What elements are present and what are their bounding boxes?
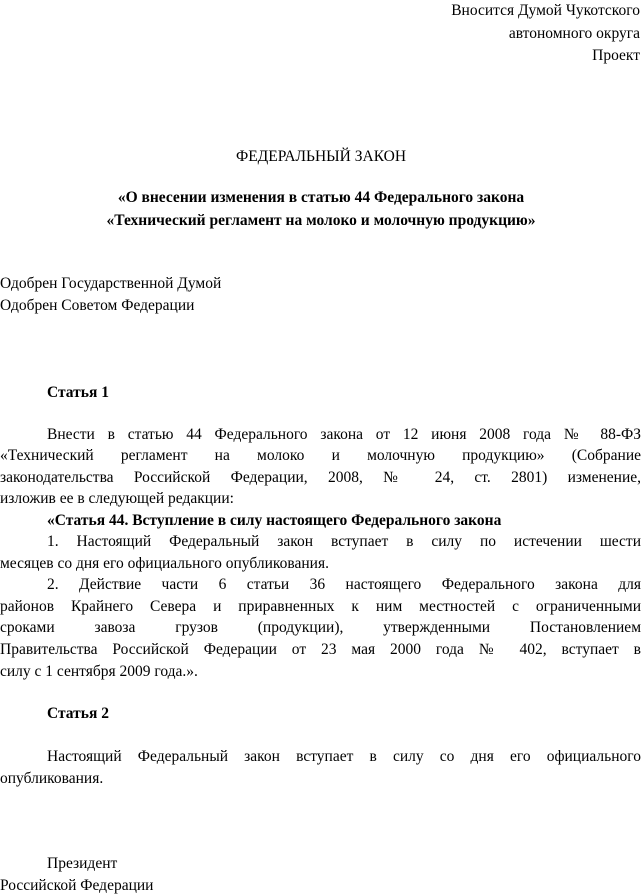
article1-p1-line2: «Технический регламент на молоко и молочную продукцию» (Собрание xyxy=(0,447,641,464)
article1-p1-line1: Внести в статью 44 Федерального закона от 12 июня 2008 года № 88-ФЗ xyxy=(47,426,641,443)
article44-p2-line4: Правительства Российской Федерации от 23 мая 2000 года № 402, вступает в xyxy=(0,641,641,658)
approval-council: Одобрен Советом Федерации xyxy=(0,297,195,314)
article44-quote-heading: «Статья 44. Вступление в силу настоящего Федерального закона xyxy=(47,512,502,529)
law-type-heading: ФЕДЕРАЛЬНЫЙ ЗАКОН xyxy=(235,148,407,165)
header-draft-label: Проект xyxy=(592,47,640,64)
article44-p2-line5: силу с 1 сентября 2009 года.». xyxy=(0,663,198,680)
article2-heading: Статья 2 xyxy=(47,705,109,722)
article1-p1-line3: законодательства Российской Федерации, 2008, № 24, ст. 2801) изменение, xyxy=(0,469,641,486)
article2-p1-line2: опубликования. xyxy=(0,770,104,787)
article44-p2-line3: сроками завоза грузов (продукции), утвержденными Постановлением xyxy=(0,619,641,636)
law-title-line1: «О внесении изменения в статью 44 Федерального закона xyxy=(117,189,525,206)
signature-title: Президент xyxy=(47,855,118,872)
article2-p1-line1: Настоящий Федеральный закон вступает в силу со дня его официального xyxy=(47,748,641,765)
signature-country: Российской Федерации xyxy=(0,877,154,894)
header-submitter-line1: Вносится Думой Чукотского xyxy=(451,2,640,19)
law-title-line2: «Технический регламент на молоко и молочную продукцию» xyxy=(106,212,536,229)
approval-duma: Одобрен Государственной Думой xyxy=(0,275,222,292)
article44-p1-line1: 1. Настоящий Федеральный закон вступает в силу по истечении шести xyxy=(47,533,641,550)
article44-p1-line2: месяцев со дня его официального опубликования. xyxy=(0,555,329,572)
header-submitter-line2: автономного округа xyxy=(508,25,640,42)
article44-p2-line2: районов Крайнего Севера и приравненных к ним местностей с ограниченными xyxy=(0,598,641,615)
article44-p2-line1: 2. Действие части 6 статьи 36 настоящего Федерального закона для xyxy=(47,576,641,593)
article1-p1-line4: изложив ее в следующей редакции: xyxy=(0,490,234,507)
article1-heading: Статья 1 xyxy=(47,384,109,401)
